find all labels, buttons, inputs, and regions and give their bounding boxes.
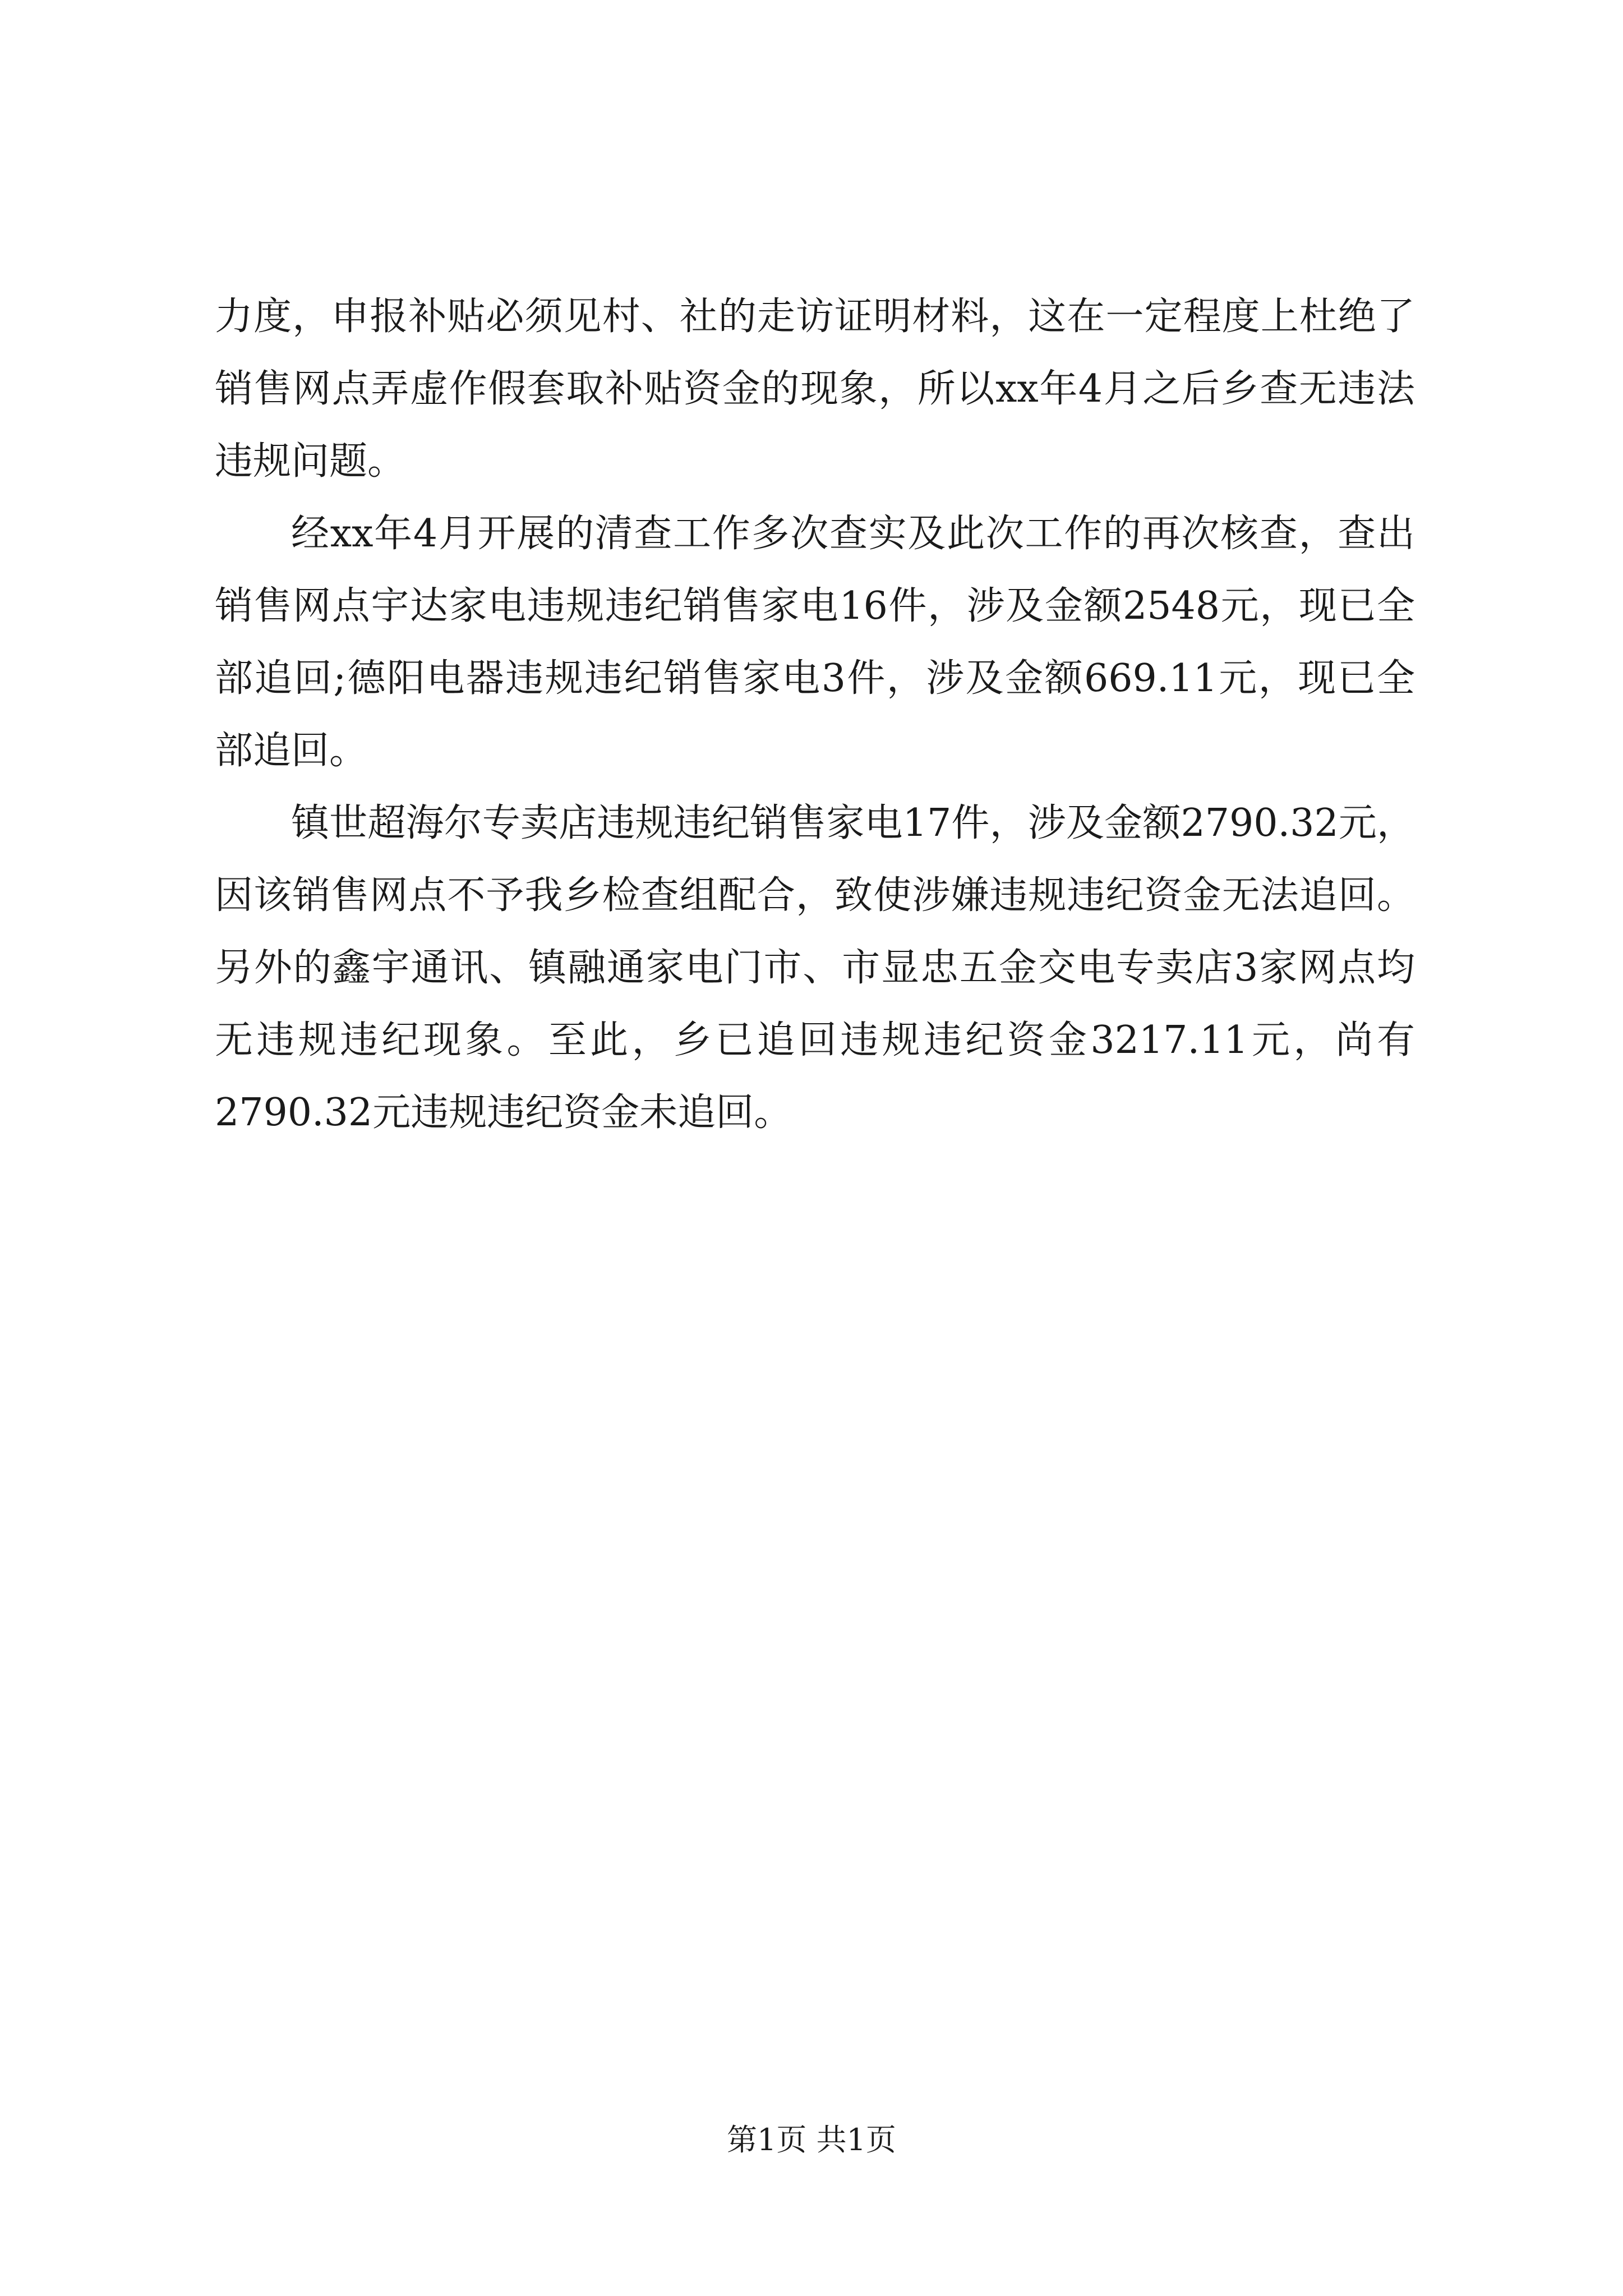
paragraph-unrecovered-funds: 镇世超海尔专卖店违规违纪销售家电17件，涉及金额2790.32元，因该销售网点不予我乡检查组配合，致使涉嫌违规违纪资金无法追回。另外的鑫宇通讯、镇融通家电门市、市显忠五金交电专卖店3家网点均无违规违纪现象。至此，乡已追回违规违纪资金3217.11元，尚有2790.32元违规违纪资金未追回。: [215, 801, 1415, 1135]
paragraph-continuation: 力度，申报补贴必须见村、社的走访证明材料，这在一定程度上杜绝了销售网点弄虚作假套取补贴资金的现象，所以xx年4月之后乡查无违法违规问题。: [215, 295, 1415, 484]
paragraph-inspection-results: 经xx年4月开展的清查工作多次查实及此次工作的再次核查，查出销售网点宇达家电违规违纪销售家电16件，涉及金额2548元，现已全部追回;德阳电器违规违纪销售家电3件，涉及金额669.11元，现已全部追回。: [215, 512, 1415, 773]
page-footer: 第1页 共1页: [727, 2122, 896, 2157]
document-body: [215, 280, 1415, 1149]
